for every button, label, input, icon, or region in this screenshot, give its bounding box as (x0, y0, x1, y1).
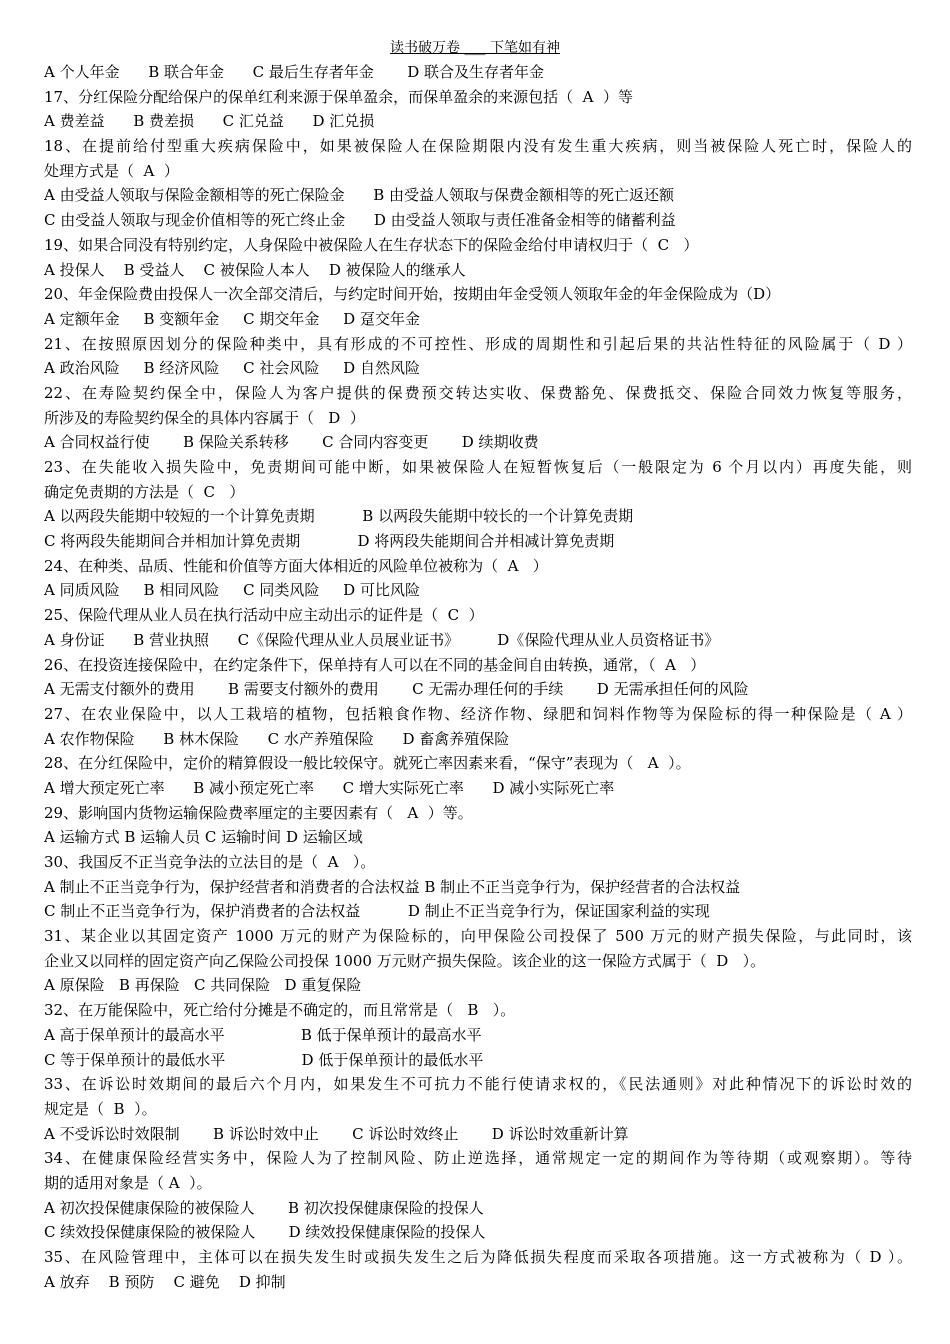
text-line: A 农作物保险 B 林木保险 C 水产养殖保险 D 畜禽养殖保险 (44, 729, 510, 748)
text-line: C 由受益人领取与现金价值相等的死亡终止金 D 由受益人领取与责任准备金相等的储蓄利益 (44, 211, 676, 230)
text-line: 20、年金保险费由投保人一次全部交清后，与约定时间开始，按期由年金受领人领取年金的年金保险成为（D） (44, 285, 781, 304)
text-line: 25、保险代理从业人员在执行活动中应主动出示的证件是（ C ） (44, 606, 484, 625)
text-line: A 合同权益行使 B 保险关系转移 C 合同内容变更 D 续期收费 (44, 433, 539, 452)
text-line: A 由受益人领取与保险金额相等的死亡保险金 B 由受益人领取与保费金额相等的死亡返还额 (44, 186, 675, 205)
text-line: 21、在按照原因划分的保险种类中，具有形成的不可控性、形成的周期性和引起后果的共沾性特征的风险属于（ D ） (44, 334, 912, 353)
text-line: 处理方式是（ A ） (44, 161, 179, 180)
text-line: A 不受诉讼时效限制 B 诉讼时效中止 C 诉讼时效终止 D 诉讼时效重新计算 (44, 1124, 629, 1143)
text-line: C 制止不正当竞争行为，保护消费者的合法权益 D 制止不正当竞争行为，保证国家利益的实现 (44, 902, 710, 921)
text-line: 27、在农业保险中，以人工栽培的植物，包括粮食作物、经济作物、绿肥和饲料作物等为保险标的得一种保险是（ A ） (44, 704, 912, 723)
text-line: A 制止不正当竞争行为，保护经营者和消费者的合法权益 B 制止不正当竞争行为，保护经营者的合法权益 (44, 877, 741, 896)
text-line: A 初次投保健康保险的被保险人 B 初次投保健康保险的投保人 (44, 1198, 484, 1217)
text-line: A 同质风险 B 相同风险 C 同类风险 D 可比风险 (44, 581, 420, 600)
text-line: A 政治风险 B 经济风险 C 社会风险 D 自然风险 (44, 359, 420, 378)
text-line: A 定额年金 B 变额年金 C 期交年金 D 趸交年金 (44, 309, 420, 328)
document-body (44, 60, 912, 1294)
text-line: C 续效投保健康保险的被保险人 D 续效投保健康保险的投保人 (44, 1223, 486, 1242)
text-line: A 运输方式 B 运输人员 C 运输时间 D 运输区域 (44, 828, 363, 847)
text-line: 所涉及的寿险契约保全的具体内容属于（ D ） (44, 408, 365, 427)
text-line: 23、在失能收入损失险中，免责期间可能中断，如果被保险人在短暂恢复后（一般限定为 6 个月以内）再度失能，则 (44, 458, 912, 476)
text-line: A 以两段失能期中较短的一个计算免责期 B 以两段失能期中较长的一个计算免责期 (44, 507, 634, 526)
text-line: 34、在健康保险经营实务中，保险人为了控制风险、防止逆选择，通常规定一定的期间作为等待期（或观察期）。等待 (44, 1149, 912, 1168)
text-line: 31、某企业以其固定资产 1000 万元的财产为保险标的，向甲保险公司投保了 500 万元的财产损失保险，与此同时，该 (44, 927, 912, 946)
text-line: 期的适用对象是（ A ）。 (44, 1173, 212, 1192)
text-line: 18、在提前给付型重大疾病保险中，如果被保险人在保险期限内没有发生重大疾病，则当被保险人死亡时，保险人的 (44, 137, 912, 156)
text-line: 22、在寿险契约保全中，保险人为客户提供的保费预交转达实收、保费豁免、保费抵交、保险合同效力恢复等服务， (44, 383, 912, 402)
text-line: 30、我国反不正当竞争法的立法目的是（ A ）。 (44, 853, 376, 871)
page-header: 读书破万卷 ___ 下笔如有神 (390, 40, 560, 56)
text-line: A 原保险 B 再保险 C 共同保险 D 重复保险 (44, 976, 362, 995)
text-line: 24、在种类、品质、性能和价值等方面大体相近的风险单位被称为（ A ） (44, 556, 548, 575)
text-line: 26、在投资连接保险中，在约定条件下，保单持有人可以在不同的基金间自由转换，通常，（ A ） (44, 655, 706, 674)
text-line: A 身份证 B 营业执照 C《保险代理从业人员展业证书》 D《保险代理从业人员资格证书》 (44, 630, 720, 649)
text-line: A 高于保单预计的最高水平 B 低于保单预计的最高水平 (44, 1025, 482, 1044)
text-line: A 费差益 B 费差损 C 汇兑益 D 汇兑损 (44, 112, 375, 131)
text-line: 19、如果合同没有特别约定，人身保险中被保险人在生存状态下的保险金给付申请权归于（ C ） (44, 235, 699, 254)
text-line: 32、在万能保险中，死亡给付分摊是不确定的，而且常常是（ B ）。 (44, 1001, 516, 1020)
text-line: 确定免责期的方法是（ C ） (44, 482, 245, 501)
text-line: A 无需支付额外的费用 B 需要支付额外的费用 C 无需办理任何的手续 D 无需承担任何的风险 (44, 680, 749, 699)
text-line: 29、影响国内货物运输保险费率厘定的主要因素有（ A ）等。 (44, 803, 473, 822)
text-line: A 个人年金 B 联合年金 C 最后生存者年金 D 联合及生存者年金 (44, 63, 545, 81)
text-line: 33、在诉讼时效期间的最后六个月内，如果发生不可抗力不能行使请求权的，《民法通则》对此种情况下的诉讼时效的 (44, 1075, 912, 1094)
text-line: A 投保人 B 受益人 C 被保险人本人 D 被保险人的继承人 (44, 260, 466, 279)
text-line: 35、在风险管理中，主体可以在损失发生时或损失发生之后为降低损失程度而采取各项措施。这一方式被称为（ D ）。 (44, 1248, 912, 1266)
text-line: 规定是（ B ）。 (44, 1099, 157, 1118)
text-line: 17、分红保险分配给保户的保单红利来源于保单盈余，而保单盈余的来源包括（ A ）等 (44, 87, 633, 106)
text-line: 28、在分红保险中，定价的精算假设一般比较保守。就死亡率因素来看，“保守”表现为（ A ）。 (44, 754, 691, 773)
text-line: C 将两段失能期间合并相加计算免责期 D 将两段失能期间合并相减计算免责期 (44, 532, 615, 551)
text-line: C 等于保单预计的最低水平 D 低于保单预计的最低水平 (44, 1050, 484, 1069)
text-line: A 增大预定死亡率 B 减小预定死亡率 C 增大实际死亡率 D 减小实际死亡率 (44, 778, 615, 797)
text-line: A 放弃 B 预防 C 避免 D 抑制 (44, 1272, 286, 1291)
text-line: 企业又以同样的固定资产向乙保险公司投保 1000 万元财产损失保险。该企业的这一保险方式属于（ D ）。 (44, 951, 766, 970)
